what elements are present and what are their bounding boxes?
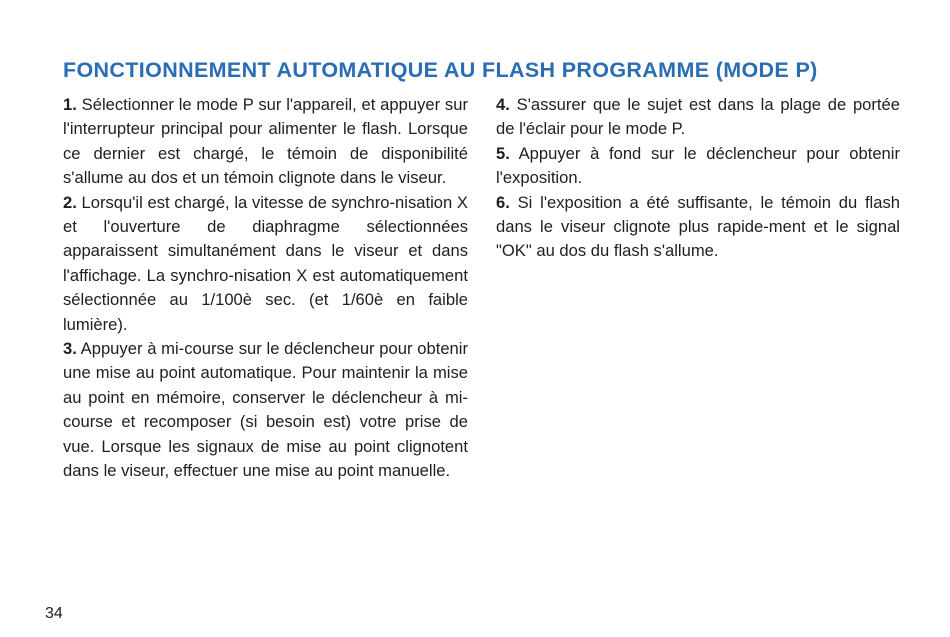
step-3-text: Appuyer à mi-course sur le déclencheur pour obtenir une mise au point automatique. Pour maintenir la mise au point en mémoire, conserver le déclencheur à mi-course et recomposer (si besoin est) votre prise de vue. Lorsque les signaux de mise au point clignotent dans le viseur, effectuer une mise au point manuelle. xyxy=(63,339,468,481)
step-4 xyxy=(496,93,900,142)
step-5-text: Appuyer à fond sur le déclencheur pour obtenir l'exposition. xyxy=(496,143,900,188)
step-3-number: 3. xyxy=(63,339,77,359)
page-number: 34 xyxy=(45,605,63,622)
right-column xyxy=(496,93,900,264)
page-title: FONCTIONNEMENT AUTOMATIQUE AU FLASH PROGRAMME (MODE P) xyxy=(63,58,818,82)
step-6-text: Si l'exposition a été suffisante, le témoin du flash dans le viseur clignote plus rapide-ment et le signal "OK" au dos du flash s'allume. xyxy=(496,192,900,261)
step-5 xyxy=(496,142,900,191)
step-2-number: 2. xyxy=(63,192,77,212)
step-4-number: 4. xyxy=(496,95,510,114)
step-1-text: Sélectionner le mode P sur l'appareil, et appuyer sur l'interrupteur principal pour alimenter le flash. Lorsque ce dernier est chargé, le témoin de disponibilité s'allume au dos et un témoin clignote dans le viseur. xyxy=(63,95,468,188)
step-1-number: 1. xyxy=(63,95,77,114)
step-2 xyxy=(63,191,468,337)
step-6-number: 6. xyxy=(496,192,510,212)
left-column xyxy=(63,93,468,484)
step-3 xyxy=(63,337,468,483)
step-2-text: Lorsqu'il est chargé, la vitesse de synchro-nisation X et l'ouverture de diaphragme sélectionnées apparaissent simultanément dans le viseur et dans l'affichage. La synchro-nisation X est automatiquement sélectionnée au 1/100è sec. (et 1/60è en faible lumière). xyxy=(63,192,468,334)
step-4-text: S'assurer que le sujet est dans la plage de portée de l'éclair pour le mode P. xyxy=(496,95,900,139)
step-5-number: 5. xyxy=(496,143,510,163)
step-1 xyxy=(63,93,468,191)
step-6 xyxy=(496,191,900,264)
